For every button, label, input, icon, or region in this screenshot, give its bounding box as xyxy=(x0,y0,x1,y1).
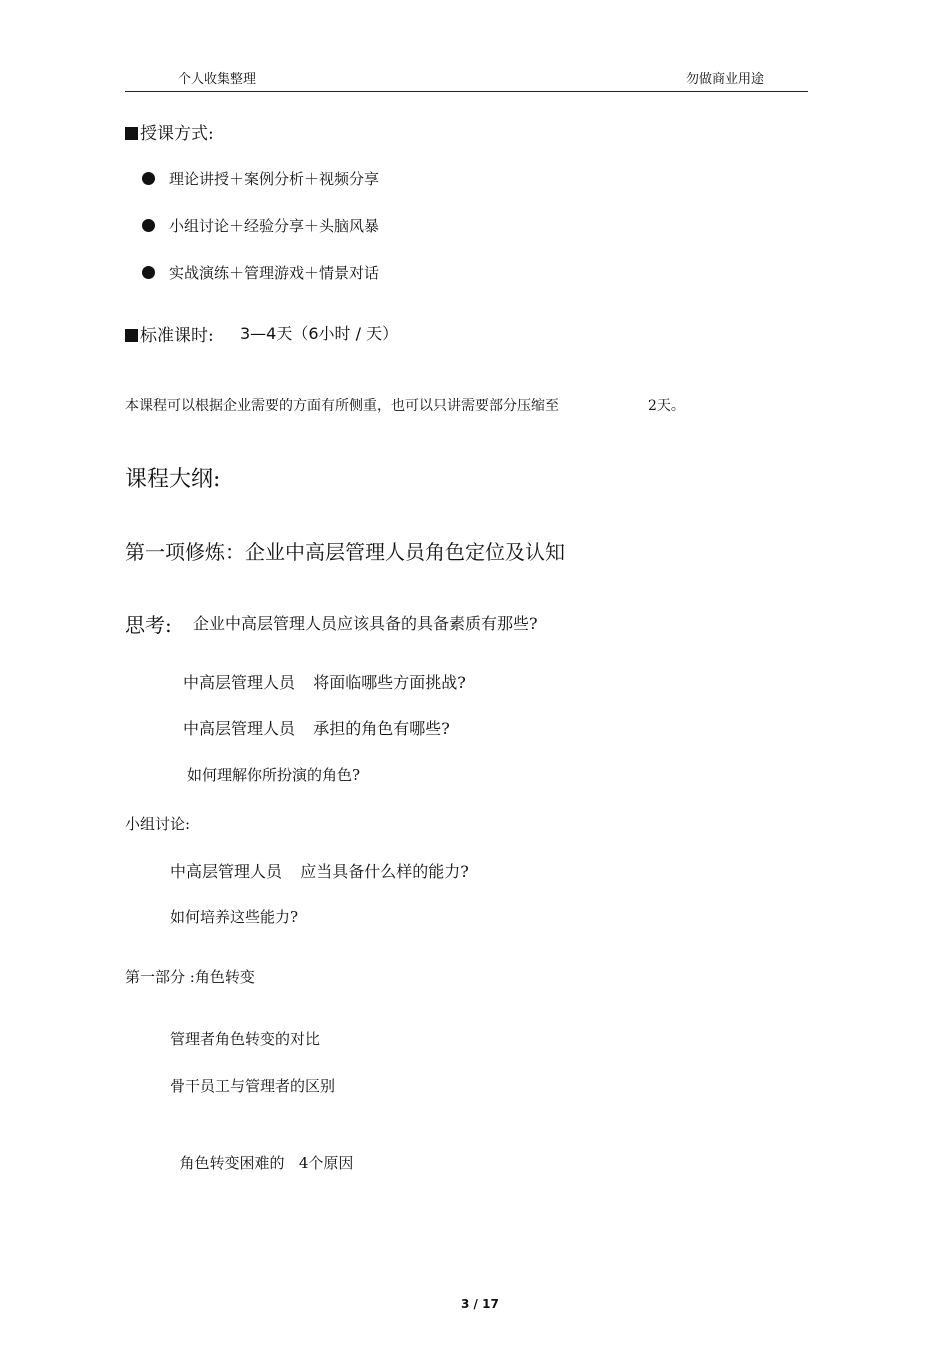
outline-title: 课程大纲: xyxy=(125,467,221,492)
square-bullet-icon xyxy=(125,127,138,140)
list-item xyxy=(170,1028,320,1049)
group-discussion-label: 小组讨论: xyxy=(125,815,191,833)
group-item-rest: 如何培养这些能力? xyxy=(170,908,299,926)
bullet-dot-icon xyxy=(142,172,155,185)
think-question: 企业中高层管理人员应该具备的具备素质有那些? xyxy=(193,614,538,633)
list-item xyxy=(183,716,450,739)
teaching-method-title: 授课方式: xyxy=(140,124,214,144)
think-item-subject: 中高层管理人员 xyxy=(183,673,296,692)
bullet-dot-icon xyxy=(142,266,155,279)
list-item xyxy=(170,1134,353,1173)
section-1-title: 第一项修炼：企业中高层管理人员角色定位及认知 xyxy=(125,540,565,564)
standard-hours-label: 标准课时: xyxy=(140,326,214,346)
list-item xyxy=(142,215,379,236)
list-item xyxy=(142,168,379,189)
part-1-item: 管理者角色转变的对比 xyxy=(170,1030,321,1048)
note-suffix: 2天。 xyxy=(648,398,685,414)
list-item xyxy=(187,764,360,785)
header-rule xyxy=(125,91,808,92)
group-item-subject: 中高层管理人员 xyxy=(170,862,283,881)
think-item-subject: 中高层管理人员 xyxy=(183,719,296,738)
teaching-method-heading xyxy=(125,119,214,144)
teaching-method-item: 小组讨论＋经验分享＋头脑风暴 xyxy=(169,217,380,235)
part-1-item: 骨干员工与管理者的区别 xyxy=(170,1077,336,1095)
teaching-method-item: 实战演练＋管理游戏＋情景对话 xyxy=(169,264,380,282)
think-label: 思考: xyxy=(125,613,172,637)
header-left: 个人收集整理 xyxy=(178,72,257,87)
list-item xyxy=(170,906,298,927)
list-item xyxy=(170,1075,335,1096)
bullet-dot-icon xyxy=(142,219,155,232)
think-item-rest: 如何理解你所扮演的角色? xyxy=(187,766,361,784)
part-1-item: 角色转变困难的 4个原因 xyxy=(179,1154,354,1172)
header-right: 勿做商业用途 xyxy=(686,72,765,87)
group-item-rest: 应当具备什么样的能力? xyxy=(300,862,469,881)
list-item xyxy=(170,859,469,882)
part-1-title: 第一部分 :角色转变 xyxy=(125,968,255,986)
standard-hours-value: 3—4天（6小时 / 天） xyxy=(240,324,399,343)
teaching-method-item: 理论讲授＋案例分析＋视频分享 xyxy=(169,170,380,188)
list-item xyxy=(183,670,466,693)
list-item xyxy=(142,262,379,283)
page-number: 3 / 17 xyxy=(461,1297,499,1311)
standard-hours-heading xyxy=(125,321,214,346)
think-item-rest: 承担的角色有哪些? xyxy=(313,719,450,738)
note-text: 本课程可以根据企业需要的方面有所侧重，也可以只讲需要部分压缩至 xyxy=(125,398,559,414)
think-item-rest: 将面临哪些方面挑战? xyxy=(313,673,466,692)
square-bullet-icon xyxy=(125,329,138,342)
